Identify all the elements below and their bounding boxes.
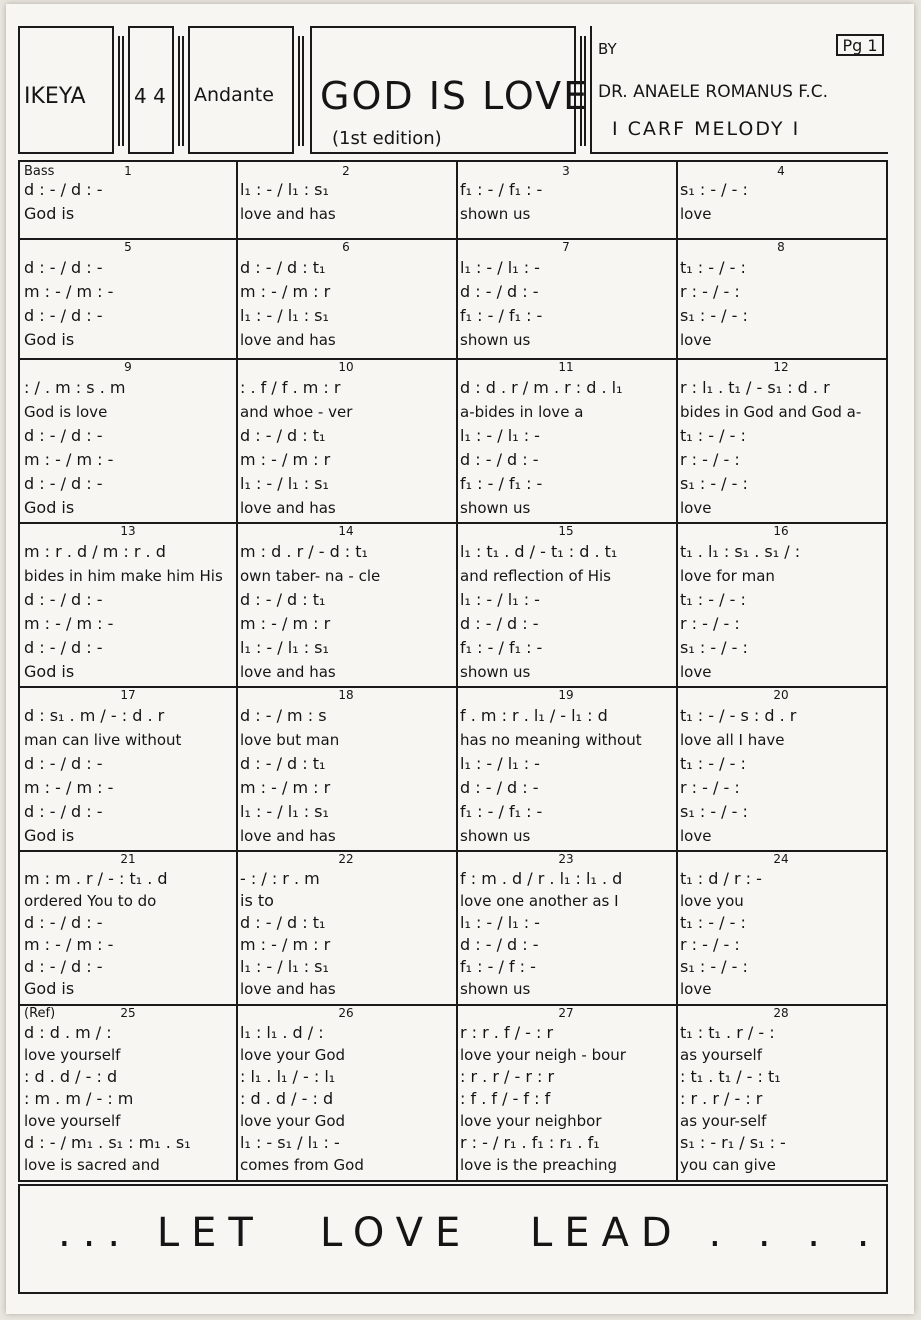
solfa-line: m : - / m : -	[24, 778, 114, 797]
lyric-line: love yourself	[24, 1046, 121, 1064]
solfa-line: d : - / d : -	[24, 306, 103, 325]
solfa-line: d : - / d : -	[460, 450, 539, 469]
measure-cell	[676, 358, 886, 522]
solfa-line: t₁ : - / - s : d . r	[680, 706, 797, 725]
lyric-line: love and has	[240, 205, 336, 223]
measure-cell	[456, 1004, 676, 1180]
solfa-line: r : - / - :	[680, 935, 740, 954]
solfa-line: is to	[240, 891, 274, 910]
solfa-line: d : - / d : -	[24, 180, 103, 199]
solfa-line: : l₁ . l₁ / - : l₁	[240, 1067, 336, 1086]
solfa-line: : r . r / - r : r	[460, 1067, 555, 1086]
measure-cell	[20, 1004, 236, 1180]
lyric-line: as your-self	[680, 1112, 767, 1130]
measure-cell	[676, 850, 886, 1004]
lyric-line: own taber- na - cle	[240, 567, 381, 585]
solfa-line: : m . m / - : m	[24, 1089, 134, 1108]
time-signature-box	[128, 26, 174, 154]
solfa-line: d : - / m₁ . s₁ : m₁ . s₁	[24, 1133, 191, 1152]
solfa-line: r : r . f / - : r	[460, 1023, 554, 1042]
solfa-line: m : - / m : -	[24, 614, 114, 633]
lyric-line: shown us	[460, 205, 531, 223]
solfa-line: d : d . m / :	[24, 1023, 112, 1042]
solfa-line: f₁ : - / f₁ : -	[460, 306, 543, 325]
measure-cell	[20, 850, 236, 1004]
measure-number: 16	[773, 524, 789, 538]
solfa-line: f₁ : - / f₁ : -	[460, 638, 543, 657]
lyric-line: love you	[680, 892, 744, 910]
key-box	[18, 26, 114, 154]
measure-number: 8	[777, 240, 785, 254]
measure-number: 13	[120, 524, 136, 538]
solfa-line: l₁ : - s₁ / l₁ : -	[240, 1133, 340, 1152]
lyric-line: God is love	[24, 403, 108, 421]
lyric-line: love your neighbor	[460, 1112, 602, 1130]
solfa-line: m : - / m : r	[240, 614, 331, 633]
solfa-line: l₁ : - / l₁ : s₁	[240, 957, 329, 976]
lyric-line: and whoe - ver	[240, 403, 353, 421]
solfa-line: r : - / - :	[680, 778, 740, 797]
lyric-line: shown us	[460, 663, 531, 681]
lyric-line: as yourself	[680, 1046, 762, 1064]
solfa-line: t₁ : - / - :	[680, 590, 746, 609]
measure-cell	[236, 358, 456, 522]
measure-number: 17	[120, 688, 136, 702]
solfa-line: l₁ : - / l₁ : -	[460, 913, 540, 932]
score-grid	[18, 160, 888, 1182]
solfa-line: d : - / d : -	[24, 474, 103, 493]
lyric-line: a-bides in love a	[460, 403, 584, 421]
measure-number: 1	[124, 164, 132, 178]
lyric-line: love	[680, 980, 712, 998]
measure-cell	[236, 850, 456, 1004]
solfa-line: l₁ : - / l₁ : s₁	[240, 474, 329, 493]
solfa-line: d : - / d : -	[24, 426, 103, 445]
solfa-line: s₁ : - r₁ / s₁ : -	[680, 1133, 786, 1152]
solfa-line: l₁ : - / l₁ : s₁	[240, 306, 329, 325]
solfa-line: s₁ : - / - :	[680, 180, 748, 199]
solfa-line: s₁ : - / - :	[680, 306, 748, 325]
measure-cell	[20, 358, 236, 522]
solfa-line: s₁ : - / - :	[680, 802, 748, 821]
page-number: Pg 1	[836, 34, 884, 56]
solfa-line: m : - / m : r	[240, 282, 331, 301]
solfa-line: d : - / d : -	[24, 590, 103, 609]
measure-cell	[676, 1004, 886, 1180]
measure-number: 7	[562, 240, 570, 254]
lyric-line: man can live without	[24, 731, 182, 749]
measure-cell	[20, 686, 236, 850]
measure-number: 2	[342, 164, 350, 178]
lyric-line: bides in God and God a-	[680, 403, 862, 421]
song-title: GOD IS LOVE	[320, 74, 590, 118]
solfa-line: m : m . r / - : t₁ . d	[24, 869, 168, 888]
solfa-line: d : - / d : -	[460, 935, 539, 954]
solfa-line: d : - / d : -	[24, 638, 103, 657]
measure-number: 9	[124, 360, 132, 374]
footer-word-let: ... LET	[58, 1210, 265, 1256]
lyric-line: love	[680, 827, 712, 845]
solfa-line: d : - / d : -	[460, 778, 539, 797]
lyric-line: love	[680, 499, 712, 517]
solfa-line: d : - / d : t₁	[240, 754, 326, 773]
solfa-line: d : - / d : t₁	[240, 258, 326, 277]
solfa-line: r : - / - :	[680, 614, 740, 633]
solfa-line: t₁ . l₁ : s₁ . s₁ / :	[680, 542, 801, 561]
solfa-line: d : - / d : -	[24, 913, 103, 932]
tempo-label: Andante	[194, 84, 274, 106]
solfa-line: d : - / d : -	[24, 957, 103, 976]
lyric-line: love one another as I	[460, 892, 619, 910]
lyric-line: you can give	[680, 1156, 776, 1174]
section-label: (Ref)	[24, 1006, 56, 1021]
publisher-name: I CARF MELODY I	[612, 118, 801, 140]
lyric-line: shown us	[460, 827, 531, 845]
solfa-line: d : s₁ . m / - : d . r	[24, 706, 165, 725]
solfa-line: s₁ : - / - :	[680, 474, 748, 493]
solfa-line: m : - / m : r	[240, 778, 331, 797]
measure-number: 26	[338, 1006, 354, 1020]
lyric-line: love and has	[240, 980, 336, 998]
solfa-line: l₁ : - / l₁ : -	[460, 590, 540, 609]
solfa-line: f : m . d / r . l₁ : l₁ . d	[460, 869, 623, 888]
measure-cell	[676, 686, 886, 850]
lyric-line: love and has	[240, 663, 336, 681]
measure-number: 6	[342, 240, 350, 254]
lyric-line: love your God	[240, 1112, 346, 1130]
measure-number: 23	[558, 852, 574, 866]
measure-number: 4	[777, 164, 785, 178]
solfa-line: m : d . r / - d : t₁	[240, 542, 368, 561]
time-signature: 4 4	[134, 84, 166, 108]
solfa-line: r : - / r₁ . f₁ : r₁ . f₁	[460, 1133, 600, 1152]
lyric-line: love but man	[240, 731, 340, 749]
measure-number: 24	[773, 852, 789, 866]
measure-cell	[20, 238, 236, 358]
measure-cell	[676, 238, 886, 358]
solfa-line: l₁ : l₁ . d / :	[240, 1023, 324, 1042]
solfa-line: d : - / d : -	[460, 282, 539, 301]
lyric-line: shown us	[460, 499, 531, 517]
measure-number: 28	[773, 1006, 789, 1020]
by-label: BY	[598, 40, 617, 58]
section-label: Bass	[24, 164, 55, 179]
score-header	[18, 26, 888, 156]
measure-number: 25	[120, 1006, 136, 1020]
lyric-line: love and has	[240, 827, 336, 845]
solfa-line: f₁ : - / f : -	[460, 957, 536, 976]
lyric-line: love your God	[240, 1046, 346, 1064]
measure-number: 12	[773, 360, 789, 374]
solfa-line: l₁ : - / l₁ : s₁	[240, 180, 329, 199]
solfa-line: God is	[24, 204, 75, 223]
measure-number: 21	[120, 852, 136, 866]
footer-banner	[18, 1184, 888, 1294]
solfa-line: m : - / m : r	[240, 935, 331, 954]
solfa-line: r : l₁ . t₁ / - s₁ : d . r	[680, 378, 830, 397]
header-divider	[580, 36, 586, 146]
solfa-line: God is	[24, 662, 75, 681]
solfa-line: t₁ : - / - :	[680, 754, 746, 773]
measure-cell	[236, 1004, 456, 1180]
measure-number: 20	[773, 688, 789, 702]
solfa-line: m : - / m : -	[24, 450, 114, 469]
solfa-line: t₁ : t₁ . r / - :	[680, 1023, 775, 1042]
measure-cell	[20, 522, 236, 686]
lyric-line: love	[680, 663, 712, 681]
solfa-line: d : - / d : t₁	[240, 913, 326, 932]
solfa-line: d : - / d : -	[460, 614, 539, 633]
solfa-line: l₁ : - / l₁ : s₁	[240, 802, 329, 821]
solfa-line: f₁ : - / f₁ : -	[460, 180, 543, 199]
header-divider	[178, 36, 184, 146]
lyric-line: shown us	[460, 980, 531, 998]
footer-word-love: LOVE	[320, 1210, 473, 1256]
score-sheet	[6, 4, 914, 1314]
solfa-line: l₁ : - / l₁ : -	[460, 258, 540, 277]
lyric-line: bides in him make him His	[24, 567, 223, 585]
lyric-line: and reflection of His	[460, 567, 611, 585]
lyric-line: love is sacred and	[24, 1156, 160, 1174]
solfa-line: d : - / d : -	[24, 754, 103, 773]
measure-number: 3	[562, 164, 570, 178]
measure-cell	[456, 686, 676, 850]
solfa-line: - : / : r . m	[240, 869, 320, 888]
measure-cell	[236, 522, 456, 686]
solfa-line: f₁ : - / f₁ : -	[460, 802, 543, 821]
measure-cell	[456, 522, 676, 686]
solfa-line: d : d . r / m . r : d . l₁	[460, 378, 623, 397]
lyric-line: comes from God	[240, 1156, 364, 1174]
solfa-line: d : - / d : -	[24, 802, 103, 821]
measure-number: 11	[558, 360, 574, 374]
measure-cell	[236, 162, 456, 238]
lyric-line: love and has	[240, 331, 336, 349]
solfa-line: m : r . d / m : r . d	[24, 542, 166, 561]
solfa-line: d : - / d : -	[24, 258, 103, 277]
measure-cell	[456, 238, 676, 358]
solfa-line: r : - / - :	[680, 450, 740, 469]
edition-label: (1st edition)	[332, 128, 442, 149]
footer-word-lead: LEAD . . . .	[530, 1210, 882, 1256]
solfa-line: : t₁ . t₁ / - : t₁	[680, 1067, 781, 1086]
measure-number: 22	[338, 852, 354, 866]
measure-cell	[456, 850, 676, 1004]
solfa-line: God is	[24, 498, 75, 517]
solfa-line: t₁ : - / - :	[680, 426, 746, 445]
measure-cell	[236, 686, 456, 850]
measure-number: 18	[338, 688, 354, 702]
lyric-line: love and has	[240, 499, 336, 517]
solfa-line: l₁ : t₁ . d / - t₁ : d . t₁	[460, 542, 618, 561]
lyric-line: ordered You to do	[24, 892, 157, 910]
solfa-line: d : - / d : t₁	[240, 590, 326, 609]
measure-cell	[676, 162, 886, 238]
measure-cell	[676, 522, 886, 686]
measure-cell	[20, 162, 236, 238]
lyric-line: love yourself	[24, 1112, 121, 1130]
solfa-line: t₁ : - / - :	[680, 913, 746, 932]
solfa-line: God is	[24, 979, 75, 998]
solfa-line: : d . d / - : d	[24, 1067, 118, 1086]
lyric-line: love is the preaching	[460, 1156, 618, 1174]
solfa-line: : r . r / - : r	[680, 1089, 763, 1108]
measure-cell	[456, 358, 676, 522]
solfa-line: s₁ : - / - :	[680, 638, 748, 657]
solfa-line: l₁ : - / l₁ : -	[460, 754, 540, 773]
solfa-line: l₁ : - / l₁ : -	[460, 426, 540, 445]
measure-cell	[456, 162, 676, 238]
lyric-line: shown us	[460, 331, 531, 349]
solfa-line: t₁ : d / r : -	[680, 869, 762, 888]
solfa-line: : d . d / - : d	[240, 1089, 334, 1108]
solfa-line: d : - / d : t₁	[240, 426, 326, 445]
title-box	[310, 26, 590, 154]
measure-cell	[236, 238, 456, 358]
solfa-line: t₁ : - / - :	[680, 258, 746, 277]
measure-number: 14	[338, 524, 354, 538]
author-name: DR. ANAELE ROMANUS F.C.	[598, 82, 829, 102]
header-divider	[298, 36, 304, 146]
solfa-line: f₁ : - / f₁ : -	[460, 474, 543, 493]
measure-number: 10	[338, 360, 354, 374]
solfa-line: : f . f / - f : f	[460, 1089, 551, 1108]
lyric-line: has no meaning without	[460, 731, 642, 749]
solfa-line: m : - / m : r	[240, 450, 331, 469]
solfa-line: God is	[24, 330, 75, 349]
solfa-line: m : - / m : -	[24, 935, 114, 954]
measure-number: 27	[558, 1006, 574, 1020]
solfa-line: : / . m : s . m	[24, 378, 126, 397]
header-divider	[118, 36, 124, 146]
solfa-line: s₁ : - / - :	[680, 957, 748, 976]
solfa-line: f . m : r . l₁ / - l₁ : d	[460, 706, 608, 725]
key-label: IKEYA	[24, 84, 86, 109]
tempo-box	[188, 26, 294, 154]
solfa-line: d : - / m : s	[240, 706, 327, 725]
measure-number: 15	[558, 524, 574, 538]
lyric-line: love your neigh - bour	[460, 1046, 626, 1064]
lyric-line: love	[680, 331, 712, 349]
solfa-line: God is	[24, 826, 75, 845]
measure-number: 19	[558, 688, 574, 702]
lyric-line: love all I have	[680, 731, 785, 749]
solfa-line: : . f / f . m : r	[240, 378, 341, 397]
measure-number: 5	[124, 240, 132, 254]
solfa-line: l₁ : - / l₁ : s₁	[240, 638, 329, 657]
lyric-line: love	[680, 205, 712, 223]
solfa-line: m : - / m : -	[24, 282, 114, 301]
solfa-line: r : - / - :	[680, 282, 740, 301]
lyric-line: love for man	[680, 567, 775, 585]
